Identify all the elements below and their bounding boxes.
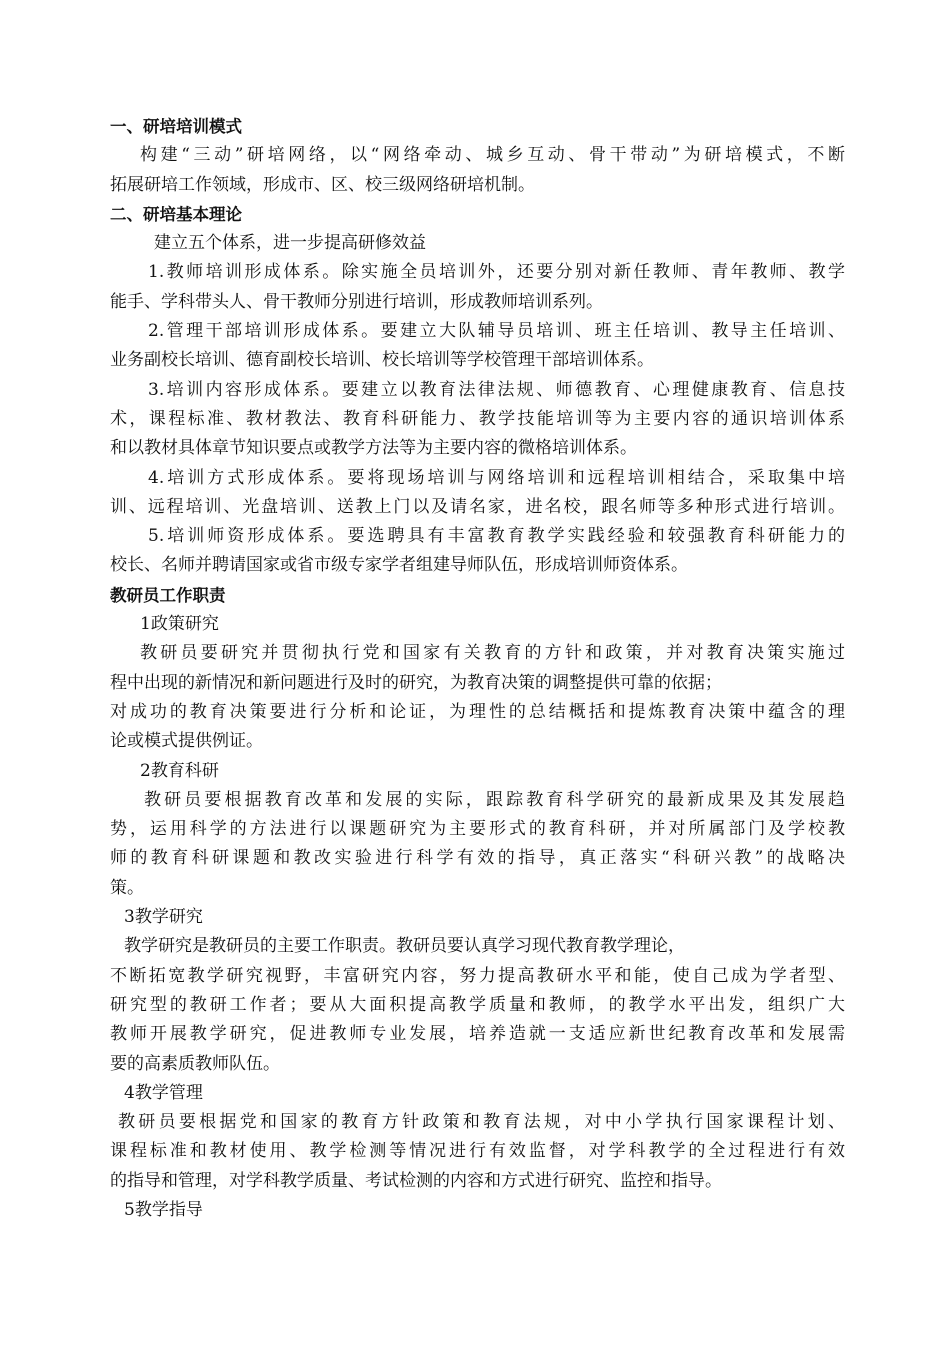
- list-item-line: 2.管理干部培训形成体系。要建立大队辅导员培训、班主任培训、教导主任培训、: [148, 321, 845, 342]
- list-item-line: 3.培训内容形成体系。要建立以教育法律法规、师德教育、心理健康教育、信息技: [148, 379, 845, 400]
- paragraph-line: 教研员要根据教育改革和发展的实际，跟踪教育科学研究的最新成果及其发展趋: [144, 789, 845, 810]
- paragraph-line: 教研员要根据党和国家的教育方针政策和教育法规，对中小学执行国家课程计划、: [118, 1112, 845, 1133]
- section-heading-basic-theory: 二、研培基本理论: [110, 204, 242, 224]
- subsection-title: 2教育科研: [140, 760, 219, 781]
- subsection-title: 1政策研究: [140, 614, 219, 635]
- paragraph-line: 的指导和管理，对学科教学质量、考试检测的内容和方式进行研究、监控和指导。: [110, 1170, 722, 1191]
- paragraph-line: 课程标准和教材使用、教学检测等情况进行有效监督，对学科教学的全过程进行有效: [110, 1141, 845, 1162]
- paragraph-line: 教师开展教学研究，促进教师专业发展，培养造就一支适应新世纪教育改革和发展需: [110, 1024, 845, 1045]
- section-heading-training-mode: 一、研培培训模式: [110, 117, 242, 136]
- paragraph-line: 程中出现的新情况和新问题进行及时的研究，为教育决策的调整提供可靠的依据；: [110, 672, 722, 693]
- paragraph-line: 建立五个体系，进一步提高研修效益: [154, 233, 426, 254]
- paragraph-line: 教学研究是教研员的主要工作职责。教研员要认真学习现代教育教学理论，: [124, 936, 685, 957]
- paragraph-line: 要的高素质教师队伍。: [110, 1053, 280, 1074]
- list-item-line: 术，课程标准、教材教法、教育科研能力、教学技能培训等为主要内容的通识培训体系: [110, 408, 845, 429]
- list-item-line: 4.培训方式形成体系。要将现场培训与网络培训和远程培训相结合，采取集中培: [148, 467, 845, 488]
- list-item-line: 训、远程培训、光盘培训、送教上门以及请名家，进名校，跟名师等多种形式进行培训。: [110, 496, 845, 517]
- list-item-line: 1.教师培训形成体系。除实施全员培训外，还要分别对新任教师、青年教师、教学: [148, 262, 845, 283]
- list-item-line: 业务副校长培训、德育副校长培训、校长培训等学校管理干部培训体系。: [110, 350, 654, 371]
- subsection-title: 4教学管理: [124, 1082, 203, 1103]
- paragraph-line: 师的教育科研课题和教改实验进行科学有效的指导，真正落实“科研兴教”的战略决: [110, 848, 845, 869]
- list-item-line: 和以教材具体章节知识要点或教学方法等为主要内容的微格培训体系。: [110, 438, 637, 459]
- paragraph-line: 教研员要研究并贯彻执行党和国家有关教育的方针和政策，并对教育决策实施过: [140, 643, 845, 664]
- list-item-line: 5.培训师资形成体系。要选聘具有丰富教育教学实践经验和较强教育科研能力的: [148, 526, 845, 547]
- list-item-line: 校长、名师并聘请国家或省市级专家学者组建导师队伍，形成培训师资体系。: [110, 555, 688, 576]
- paragraph-line: 拓展研培工作领域，形成市、区、校三级网络研培机制。: [110, 174, 535, 195]
- paragraph-line: 策。: [110, 877, 144, 898]
- subsection-title: 3教学研究: [124, 907, 203, 928]
- section-heading-duties: 教研员工作职责: [110, 585, 226, 605]
- paragraph-line: 势，运用科学的方法进行以课题研究为主要形式的教育科研，并对所属部门及学校教: [110, 819, 845, 840]
- paragraph-line: 不断拓宽教学研究视野，丰富研究内容，努力提高教研水平和能，使自己成为学者型、: [110, 965, 845, 986]
- list-item-line: 能手、学科带头人、骨干教师分别进行培训，形成教师培训系列。: [110, 291, 603, 312]
- paragraph-line: 研究型的教研工作者；要从大面积提高教学质量和教师，的教学水平出发，组织广大: [110, 994, 845, 1015]
- paragraph-line: 论或模式提供例证。: [110, 731, 263, 752]
- paragraph-line: 对成功的教育决策要进行分析和论证，为理性的总结概括和提炼教育决策中蕴含的理: [110, 701, 845, 722]
- paragraph-line: 构建“三动”研培网络，以“网络牵动、城乡互动、骨干带动”为研培模式，不断: [140, 145, 845, 166]
- document-page: [110, 112, 845, 1225]
- subsection-title: 5教学指导: [124, 1199, 203, 1220]
